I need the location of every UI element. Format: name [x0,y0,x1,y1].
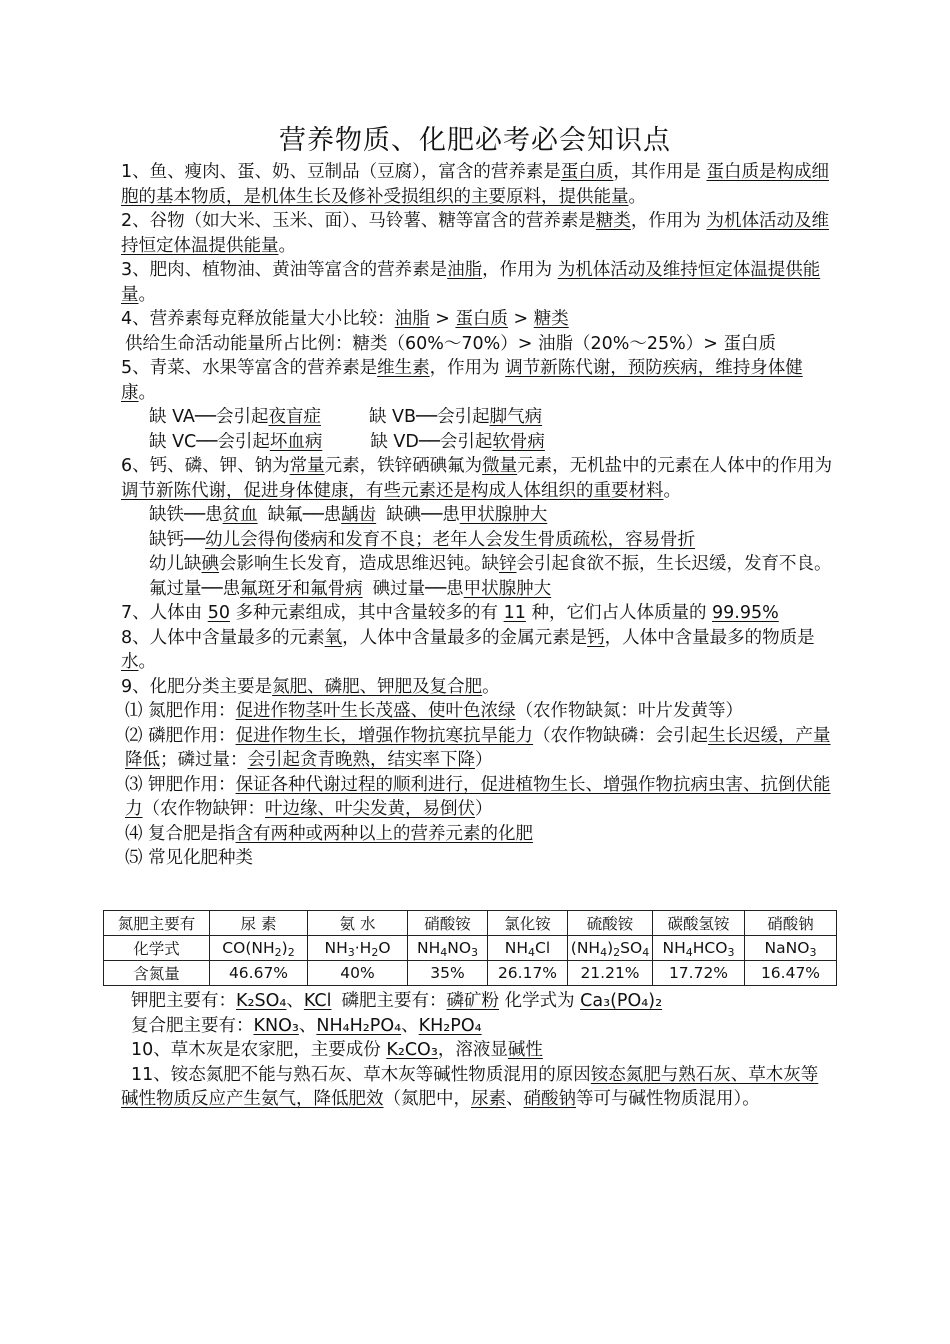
item-10 [121,1038,833,1063]
compound-fert-line [121,1014,833,1039]
text: ⑶ 钾肥作用： [125,774,236,795]
text: 缺 VD──会引起 [370,431,493,452]
header-cell: 氯化铵 [488,911,568,936]
text: （农作物缺钾： [142,799,265,819]
header-cell: 硝酸钠 [745,911,837,936]
text: ） [475,799,493,819]
content-cell: 21.21% [568,961,653,986]
answer: 含有两种或两种以上的营养元素的化肥 [235,823,534,844]
text: ，溶液显 [437,1040,508,1060]
calcium-line [121,528,833,553]
text: ） [475,750,493,770]
answer: 氧 [324,627,343,648]
text: 元素，铁锌硒碘氟为 [324,456,483,476]
text: 幼儿缺 [149,554,202,574]
content-cell: 35% [408,961,488,986]
answer: 钙 [587,627,605,648]
answer: 坏血病 [269,431,323,452]
text: 8、人体中含量最多的元素 [121,627,325,648]
text: 。 [138,284,156,305]
answer: 碱性 [507,1040,543,1060]
answer: 碘 [201,554,219,574]
answer: 油脂 [447,260,483,280]
text: 。 [138,652,156,672]
formula-cell: $NH_4HCO_3$ [653,936,745,961]
text: 。 [138,382,156,403]
text: ；磷过量： [160,750,248,770]
text: 11、铵态氮肥不能与熟石灰、草木灰等碱性物质混用的原因 [131,1064,591,1085]
answer: 贫血 [222,505,258,525]
answer: K₂CO₃ [386,1040,438,1060]
answer: KCl [303,991,332,1011]
compound-line [121,822,833,847]
header-cell: 硝酸铵 [408,911,488,936]
text: ，人体中含量最多的物质是 [604,627,815,648]
content-cell: 16.47% [745,961,837,986]
answer: 锌 [499,554,517,574]
header-cell: 氨 水 [308,911,408,936]
text: 4、营养素每克释放能量大小比较： [121,309,395,329]
answer: 微量 [482,456,518,476]
vitamin-cd [121,430,833,455]
text: 元素，无机盐中的元素在人体中的作用为 [517,456,833,476]
text: 、 [286,991,304,1011]
text: 。 [278,235,296,256]
text: 缺铁──患 [149,505,223,525]
text: 缺 VA──会引起 [149,407,269,427]
text: 6、钙、磷、钾、钠为 [121,456,290,476]
answer: 50 [207,603,230,623]
answer: 糖类 [595,211,631,231]
header-cell: 尿 素 [210,911,308,936]
deficiency-line [121,503,833,528]
answer: 夜盲症 [268,407,321,427]
answer: 油脂 [394,309,430,329]
answer: 水 [121,652,139,672]
answer: 脚气病 [489,407,543,427]
answer: 常量 [289,456,325,476]
text: 多种元素组成，其中含量较多的有 [229,603,504,623]
text: 等可与碱性物质混用）。 [576,1089,760,1109]
item-8 [121,626,833,675]
text: 氟过量──患 [149,578,241,599]
row-label: 化学式 [104,936,210,961]
text: 5、青菜、水果等富含的营养素是 [121,358,378,378]
text: 缺碘──患 [386,505,460,525]
answer: 氟斑牙和氟骨病 [240,578,363,599]
answer: 调节新陈代谢，预防疾病，维持身体健康 [121,358,803,403]
text: 、 [298,1015,317,1036]
answer: 尿素 [471,1089,506,1109]
text: ，作用为 [630,211,707,231]
fertilizer-table [103,910,837,986]
text: 10、草木灰是农家肥，主要成份 [131,1040,387,1060]
answer: 调节新陈代谢，促进身体健康，有些元素还是构成人体组织的重要材料 [121,480,664,501]
text: > [507,309,534,329]
answer: 幼儿会得佝偻病和发育不良；老年人会发生骨质疏松，容易骨折 [205,529,696,550]
potash-line [121,989,833,1014]
formula-cell: $(NH_4)_2SO_4$ [568,936,653,961]
excess-line [121,577,833,602]
phosphorus-line [121,724,833,773]
text: 化学式为 [499,991,581,1011]
answer: 氮肥、磷肥、钾肥及复合肥 [272,676,483,697]
answer: 促进作物生长，增强作物抗寒抗旱能力 [235,725,534,746]
text: 碘过量──患 [372,578,464,599]
content-cell: 17.72% [653,961,745,986]
answer: K₂SO₄ [236,991,287,1011]
answer: 11 [503,603,526,623]
answer: 维生素 [377,358,430,378]
formula-cell: $CO(NH_2)_2$ [210,936,308,961]
text: ⑵ 磷肥作用： [125,725,236,746]
text: 会影响生长发育，造成思维迟钝。缺 [219,554,499,574]
text: 7、人体由 [121,603,208,623]
text: 缺 VB──会引起 [368,407,490,427]
formula-cell: $NH_4NO_3$ [408,936,488,961]
answer: 为机体活动及维持恒定体温提供能量 [121,211,829,256]
text: 3、肥肉、植物油、黄油等富含的营养素是 [121,260,448,280]
text: 磷肥主要有： [341,991,447,1011]
table-header-row [104,911,837,936]
item-4-ratio: 供给生命活动能量所占比例：糖类（60%～70%）> 油脂（20%～25%）> 蛋白质 [125,333,777,354]
vitamin-ab [121,405,833,430]
formula-cell: $NH_3\cdot H_2O$ [308,936,408,961]
content-cell: 46.67% [210,961,308,986]
after-table [121,989,833,1112]
text: 。 [663,480,681,501]
text: ，作用为 [482,260,558,280]
item-4 [121,307,833,332]
formula-cell: NaNO$_3$ [745,936,837,961]
answer: 糖类 [533,309,569,329]
header-cell: 硫酸铵 [568,911,653,936]
text: 钾肥主要有： [131,991,236,1011]
answer: NH₄H₂PO₄ [316,1015,402,1036]
text: 、 [401,1015,419,1036]
text: 复合肥主要有： [131,1015,254,1036]
answer: 会引起贪青晚熟，结实率下降 [247,750,475,770]
item-6 [121,454,833,503]
answer: 生长迟缓，产量降低 [125,725,831,770]
item-11 [121,1063,833,1112]
formula-cell: $NH_4Cl$ [488,936,568,961]
text: ，其作用是 [613,162,707,182]
document-body [121,160,833,871]
item-3 [121,258,833,307]
text: 缺 VC──会引起 [149,431,270,452]
answer: 甲状腺肿大 [463,578,552,599]
answer: 蛋白质 [560,162,614,182]
item-9 [121,675,833,700]
answer: 保证各种代谢过程的顺利进行，促进植物生长、增强作物抗病虫害、抗倒伏能力 [125,774,831,819]
answer: KH₂PO₄ [418,1015,482,1036]
text: 种，它们占人体质量的 [525,603,713,623]
text: 1、鱼、瘦肉、蛋、奶、豆制品（豆腐），富含的营养素是 [121,162,561,182]
answer: 铵态氮肥与熟石灰、草木灰等碱性物质反应产生氨气，降低肥效 [121,1064,819,1109]
text: 2、谷物（如大米、玉米、面）、马铃薯、糖等富含的营养素是 [121,211,596,231]
text: 9、化肥分类主要是 [121,676,273,697]
child-line [121,552,833,577]
text: 、 [506,1089,524,1109]
text: （农作物缺氮：叶片发黄等） [515,701,744,721]
row-label: 含氮量 [104,961,210,986]
answer: 硝酸钠 [523,1089,576,1109]
types-heading: ⑸ 常见化肥种类 [125,848,254,868]
item-1 [121,160,833,209]
text: 缺钙── [149,529,206,550]
item-2 [121,209,833,258]
nitrogen-line [121,699,833,724]
text: ，人体中含量最多的金属元素是 [342,627,588,648]
item-7 [121,601,833,626]
text: ⑴ 氮肥作用： [125,701,236,721]
item-5 [121,356,833,405]
answer: KNO₃ [253,1015,299,1036]
answer: 龋齿 [341,505,377,525]
table-row-formula [104,936,837,961]
text: 。 [628,186,646,207]
answer: 甲状腺肿大 [459,505,548,525]
answer: 为机体活动及维持恒定体温提供能量 [121,260,821,305]
answer: 99.95% [712,603,779,623]
text: ，作用为 [429,358,506,378]
answer: 蛋白质 [455,309,508,329]
text: > [429,309,456,329]
text: 会引起食欲不振，生长迟缓，发育不良。 [516,554,832,574]
answer: 蛋白质是构成细胞的基本物质，是机体生长及修补受损组织的主要原料，提供能量 [121,162,829,207]
header-cell: 碳酸氢铵 [653,911,745,936]
answer: 软骨病 [492,431,545,452]
table-row-content [104,961,837,986]
answer: 磷矿粉 [446,991,499,1011]
text: 。 [482,676,500,697]
text: （农作物缺磷：会引起 [533,725,709,746]
text: ⑷ 复合肥是指 [125,823,236,844]
header-cell: 氮肥主要有 [104,911,210,936]
text: 缺氟──患 [267,505,342,525]
answer: 叶边缘、叶尖发黄，易倒伏 [265,799,475,819]
page-title: 营养物质、化肥必考必会知识点 [279,125,671,156]
content-cell: 40% [308,961,408,986]
text: （氮肥中， [383,1089,471,1109]
potassium-line [121,773,833,822]
answer: Ca₃(PO₄)₂ [580,991,663,1011]
content-cell: 26.17% [488,961,568,986]
answer: 促进作物茎叶生长茂盛、使叶色浓绿 [235,701,516,721]
